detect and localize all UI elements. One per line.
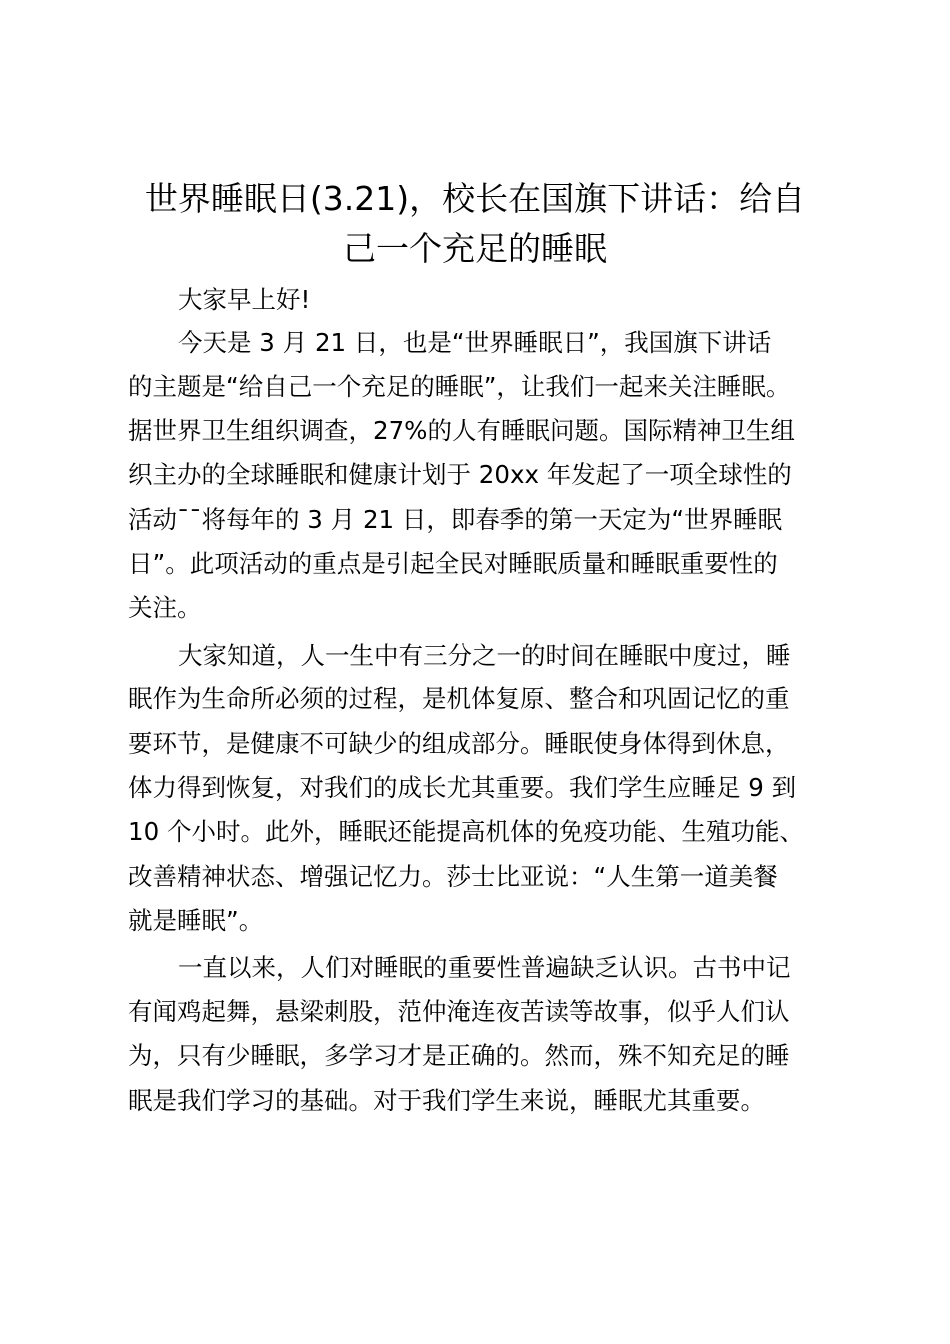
title-line-2: 己一个充足的睡眠 [343, 229, 607, 268]
paragraph-3-line-3: 为，只有少睡眠，多学习才是正确的。然而，殊不知充足的睡 [128, 1041, 790, 1070]
paragraph-2-line-4: 体力得到恢复，对我们的成长尤其重要。我们学生应睡足 9 到 [128, 773, 797, 802]
paragraph-2-line-5: 10 个小时。此外，睡眠还能提高机体的免疫功能、生殖功能、 [128, 817, 804, 846]
paragraph-3-line-1: 一直以来，人们对睡眠的重要性普遍缺乏认识。古书中记 [178, 953, 791, 982]
document-title [120, 174, 830, 274]
paragraph-1-line-4: 织主办的全球睡眠和健康计划于 20xx 年发起了一项全球性的 [128, 460, 792, 489]
paragraph-1-line-5: 活动¯¯将每年的 3 月 21 日，即春季的第一天定为“世界睡眠 [128, 505, 783, 534]
greeting-line: 大家早上好! [178, 285, 311, 314]
paragraph-2-line-1: 大家知道，人一生中有三分之一的时间在睡眠中度过，睡 [178, 641, 791, 670]
paragraph-1-line-6: 日”。此项活动的重点是引起全民对睡眠质量和睡眠重要性的 [128, 549, 778, 578]
paragraph-2-line-3: 要环节，是健康不可缺少的组成部分。睡眠使身体得到休息， [128, 729, 790, 758]
paragraph-1-line-1: 今天是 3 月 21 日，也是“世界睡眠日”，我国旗下讲话 [178, 328, 772, 357]
paragraph-2-line-6: 改善精神状态、增强记忆力。莎士比亚说：“人生第一道美餐 [128, 862, 778, 891]
paragraph-2-line-7: 就是睡眠”。 [128, 906, 264, 935]
paragraph-1-line-7: 关注。 [128, 593, 202, 622]
title-line-1: 世界睡眠日(3.21)，校长在国旗下讲话：给自 [144, 179, 806, 218]
paragraph-1-line-2: 的主题是“给自己一个充足的睡眠”，让我们一起来关注睡眠。 [128, 372, 791, 401]
paragraph-2-line-2: 眠作为生命所必须的过程，是机体复原、整合和巩固记忆的重 [128, 684, 790, 713]
paragraph-1-line-3: 据世界卫生组织调查，27%的人有睡眠问题。国际精神卫生组 [128, 416, 795, 445]
paragraph-3-line-4: 眠是我们学习的基础。对于我们学生来说，睡眠尤其重要。 [128, 1086, 765, 1115]
paragraph-3-line-2: 有闻鸡起舞，悬梁刺股，范仲淹连夜苦读等故事，似乎人们认 [128, 997, 790, 1026]
